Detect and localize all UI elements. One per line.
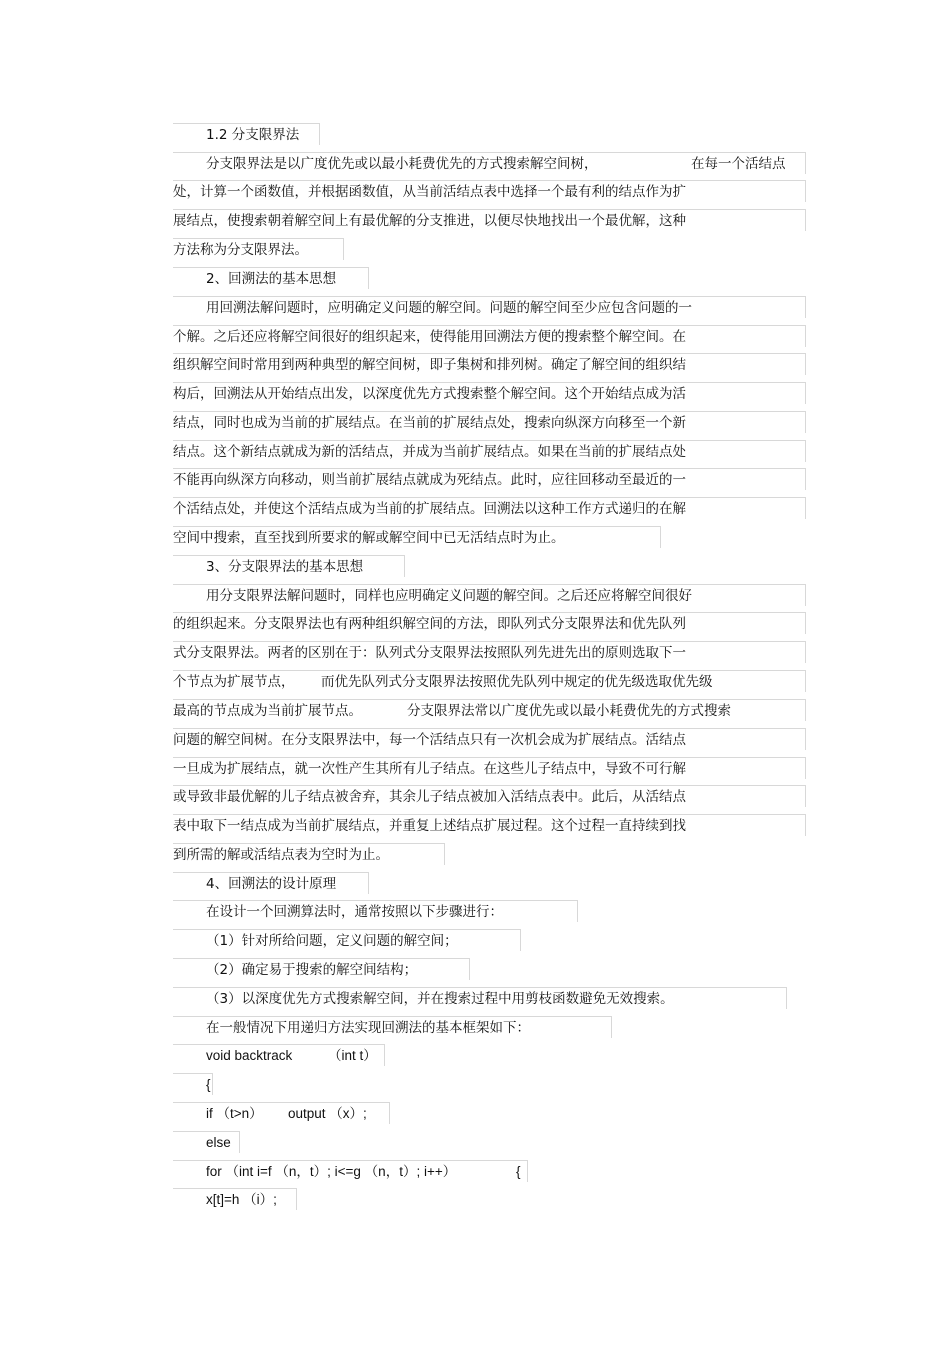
paragraph-line: 组织解空间时常用到两种典型的解空间树，即子集树和排列树。确定了解空间的组织结 xyxy=(173,353,806,375)
section-heading xyxy=(173,123,320,145)
paragraph-line: 问题的解空间树。在分支限界法中，每一个活结点只有一次机会成为扩展结点。活结点 xyxy=(173,728,806,750)
section-heading: 3、分支限界法的基本思想 xyxy=(173,555,405,577)
paragraph-line: 个节点为扩展节点， 而优先队列式分支限界法按照优先队列中规定的优先级选取优先级 xyxy=(173,670,806,692)
paragraph-line: 在一般情况下用递归方法实现回溯法的基本框架如下： xyxy=(173,1016,612,1038)
code-line: for （int i=f （n，t）; i<=g （n，t）; i++） { xyxy=(173,1160,528,1182)
code-line: if （t>n） output （x）; xyxy=(173,1102,390,1124)
paragraph-line: 分支限界法是以广度优先或以最小耗费优先的方式搜索解空间树， 在每一个活结点 xyxy=(173,152,806,174)
paragraph-line: 结点，同时也成为当前的扩展结点。在当前的扩展结点处，搜索向纵深方向移至一个新 xyxy=(173,411,806,433)
paragraph-line: 的组织起来。分支限界法也有两种组织解空间的方法，即队列式分支限界法和优先队列 xyxy=(173,612,806,634)
paragraph-line: 处，计算一个函数值，并根据函数值，从当前活结点表中选择一个最有利的结点作为扩 xyxy=(173,180,806,202)
paragraph-line: 方法称为分支限界法。 xyxy=(173,238,344,260)
code-line: { xyxy=(173,1073,213,1095)
paragraph-line: 个活结点处，并使这个活结点成为当前的扩展结点。回溯法以这种工作方式递归的在解 xyxy=(173,497,806,519)
code-line: else xyxy=(173,1131,240,1153)
paragraph-line: 空间中搜索，直至找到所要求的解或解空间中已无活结点时为止。 xyxy=(173,526,661,548)
paragraph-line: 最高的节点成为当前扩展节点。 分支限界法常以广度优先或以最小耗费优先的方式搜索 xyxy=(173,699,806,721)
section-heading: 4、回溯法的设计原理 xyxy=(173,872,369,894)
heading-text: 1.2 分支限界法 xyxy=(206,127,300,143)
paragraph-line: 用回溯法解问题时，应明确定义问题的解空间。问题的解空间至少应包含问题的一 xyxy=(173,296,806,318)
paragraph-line: 结点。这个新结点就成为新的活结点，并成为当前扩展结点。如果在当前的扩展结点处 xyxy=(173,440,806,462)
paragraph-line: 展结点，使搜索朝着解空间上有最优解的分支推进，以便尽快地找出一个最优解，这种 xyxy=(173,209,806,231)
step-item: （1）针对所给问题，定义问题的解空间； xyxy=(173,929,521,951)
section-heading: 2、回溯法的基本思想 xyxy=(173,267,369,289)
paragraph-line: 或导致非最优解的儿子结点被舍弃，其余儿子结点被加入活结点表中。此后，从活结点 xyxy=(173,785,806,807)
paragraph-line: 不能再向纵深方向移动，则当前扩展结点就成为死结点。此时，应往回移动至最近的一 xyxy=(173,468,806,490)
paragraph-line: 用分支限界法解问题时，同样也应明确定义问题的解空间。之后还应将解空间很好 xyxy=(173,584,806,606)
paragraph-line: 式分支限界法。两者的区别在于：队列式分支限界法按照队列先进先出的原则选取下一 xyxy=(173,641,806,663)
paragraph-line: 构后，回溯法从开始结点出发，以深度优先方式搜索整个解空间。这个开始结点成为活 xyxy=(173,382,806,404)
step-item: （2）确定易于搜索的解空间结构； xyxy=(173,958,470,980)
paragraph-line: 在设计一个回溯算法时，通常按照以下步骤进行： xyxy=(173,900,578,922)
code-line: void backtrack （int t） xyxy=(173,1044,385,1066)
paragraph-line: 一旦成为扩展结点，就一次性产生其所有儿子结点。在这些儿子结点中，导致不可行解 xyxy=(173,757,806,779)
paragraph-line: 到所需的解或活结点表为空时为止。 xyxy=(173,843,445,865)
code-line: x[t]=h （i）; xyxy=(173,1188,297,1210)
paragraph-line: 表中取下一结点成为当前扩展结点，并重复上述结点扩展过程。这个过程一直持续到找 xyxy=(173,814,806,836)
paragraph-line: 个解。之后还应将解空间很好的组织起来，使得能用回溯法方便的搜索整个解空间。在 xyxy=(173,325,806,347)
step-item: （3）以深度优先方式搜索解空间，并在搜索过程中用剪枝函数避免无效搜索。 xyxy=(173,987,787,1009)
